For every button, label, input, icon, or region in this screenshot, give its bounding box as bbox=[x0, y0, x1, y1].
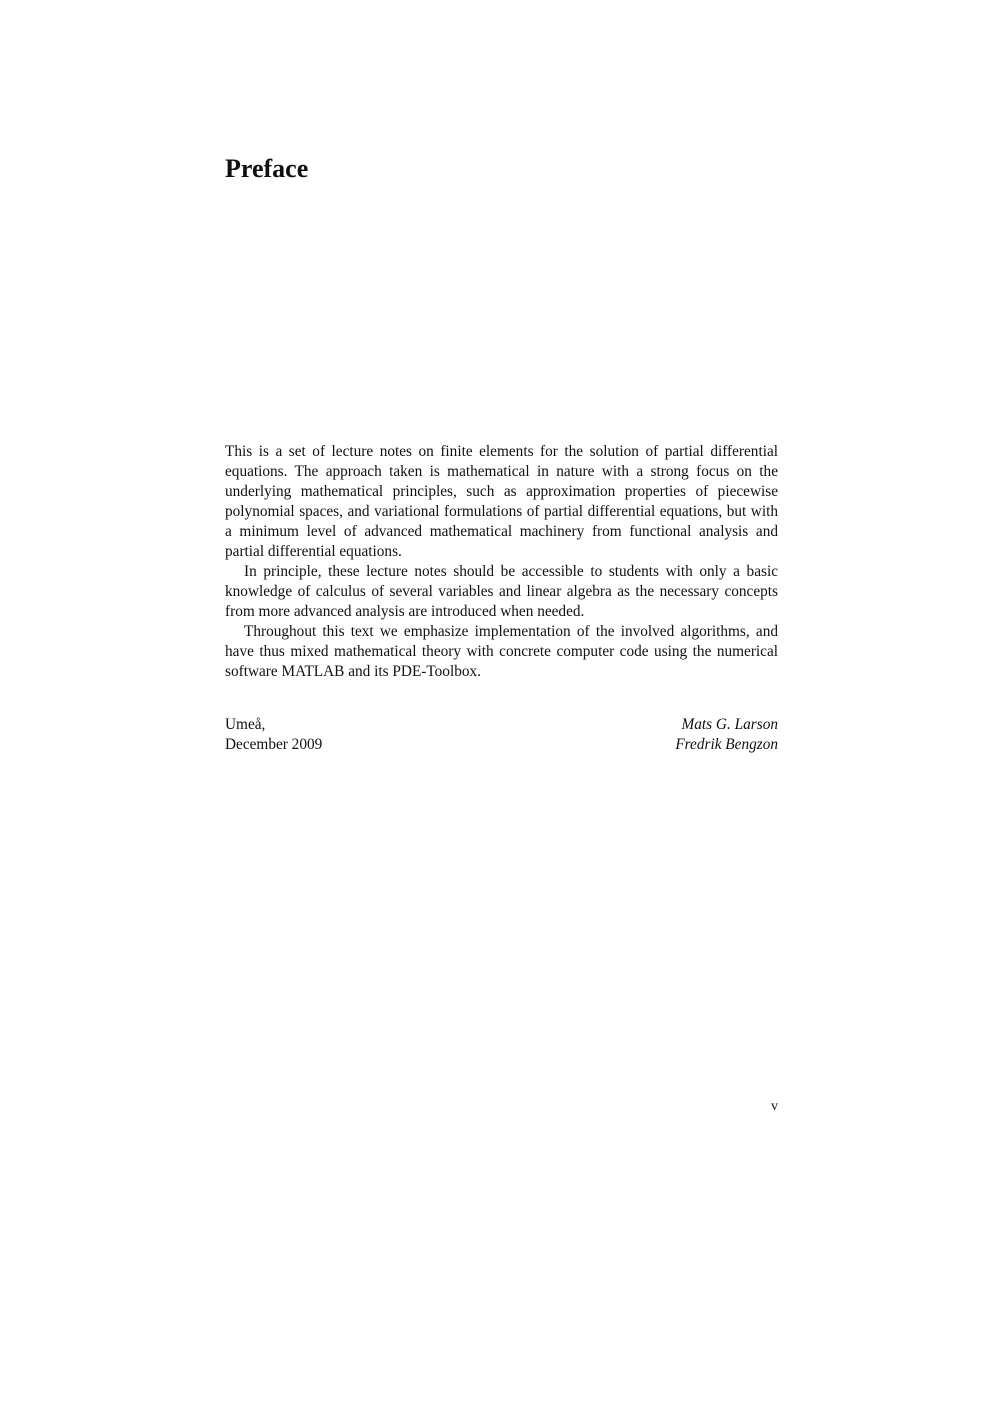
page-number: v bbox=[771, 1099, 778, 1114]
author-name: Mats G. Larson bbox=[681, 716, 778, 733]
paragraph: In principle, these lecture notes should be accessible to students with only a basic knowledge of calculus of several variables and linear algebra as the necessary concepts from more advanced analysis are introduced when needed. bbox=[225, 563, 778, 620]
page-title: Preface bbox=[225, 154, 309, 183]
paragraph: Throughout this text we emphasize implementation of the involved algorithms, and have thus mixed mathematical theory with concrete computer code using the numerical software MATLAB and its PDE-Toolbox. bbox=[225, 623, 778, 680]
signoff-place: Umeå, bbox=[225, 716, 266, 733]
author-name: Fredrik Bengzon bbox=[675, 736, 778, 753]
signoff-place-date bbox=[225, 715, 322, 755]
preface-body bbox=[225, 442, 778, 682]
signoff-authors bbox=[675, 715, 778, 755]
signoff-date: December 2009 bbox=[225, 736, 323, 753]
paragraph: This is a set of lecture notes on finite elements for the solution of partial differential equations. The approach taken is mathematical in nature with a strong focus on the underlying mathematical principles, such as approximation properties of piecewise polynomial spaces, and variational formulations of partial differential equations, but with a minimum level of advanced mathematical machinery from functional analysis and partial differential equations. bbox=[225, 443, 778, 560]
